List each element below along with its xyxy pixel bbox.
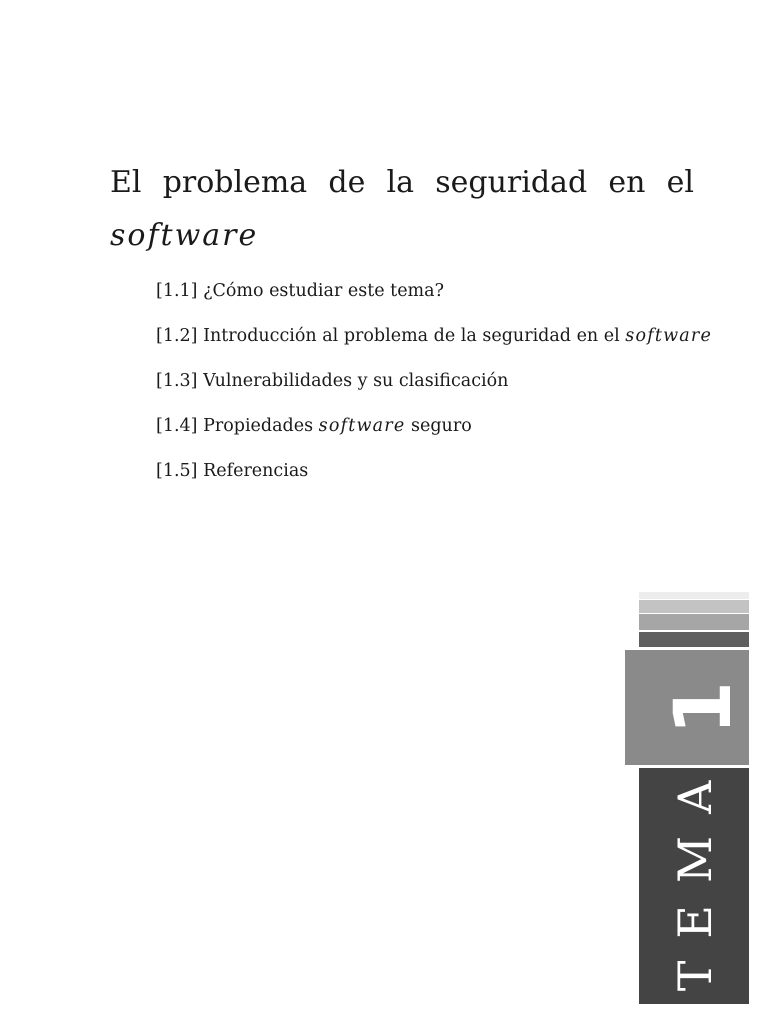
toc-item-1-1[interactable] — [156, 278, 712, 323]
toc-item-number: [1.3] — [156, 371, 198, 391]
toc-item-1-4[interactable] — [156, 413, 712, 458]
toc-item-italic: software — [318, 416, 406, 436]
stripe-dark — [639, 632, 749, 647]
title-line-2-italic: software — [110, 218, 259, 253]
stripe-lightest — [639, 592, 749, 599]
toc-item-number: [1.4] — [156, 416, 198, 436]
title-line-1: El problema de la seguridad en el — [110, 165, 694, 200]
toc-item-1-2[interactable] — [156, 323, 712, 368]
table-of-contents — [156, 278, 712, 503]
chapter-number-box — [625, 650, 749, 765]
toc-item-number: [1.1] — [156, 281, 198, 301]
page-title — [110, 156, 694, 262]
chapter-label: TEMA — [668, 758, 722, 992]
toc-item-text: Vulnerabilidades y su clasificación — [203, 371, 509, 391]
toc-item-text: ¿Cómo estudiar este tema? — [203, 281, 444, 301]
chapter-tab-stripes — [639, 592, 749, 647]
toc-item-text: Introducción al problema de la seguridad en el — [203, 326, 620, 346]
toc-item-text: Propiedades — [203, 416, 314, 436]
toc-item-number: [1.5] — [156, 461, 198, 481]
stripe-medium — [639, 614, 749, 630]
toc-item-1-5[interactable] — [156, 458, 712, 503]
stripe-light — [639, 600, 749, 613]
chapter-label-box — [639, 758, 749, 1004]
chapter-number: 1 — [659, 680, 750, 735]
toc-item-italic: software — [625, 326, 713, 346]
toc-item-text: Referencias — [203, 461, 309, 481]
toc-item-number: [1.2] — [156, 326, 198, 346]
toc-item-1-3[interactable] — [156, 368, 712, 413]
toc-item-text-after: seguro — [411, 416, 472, 436]
